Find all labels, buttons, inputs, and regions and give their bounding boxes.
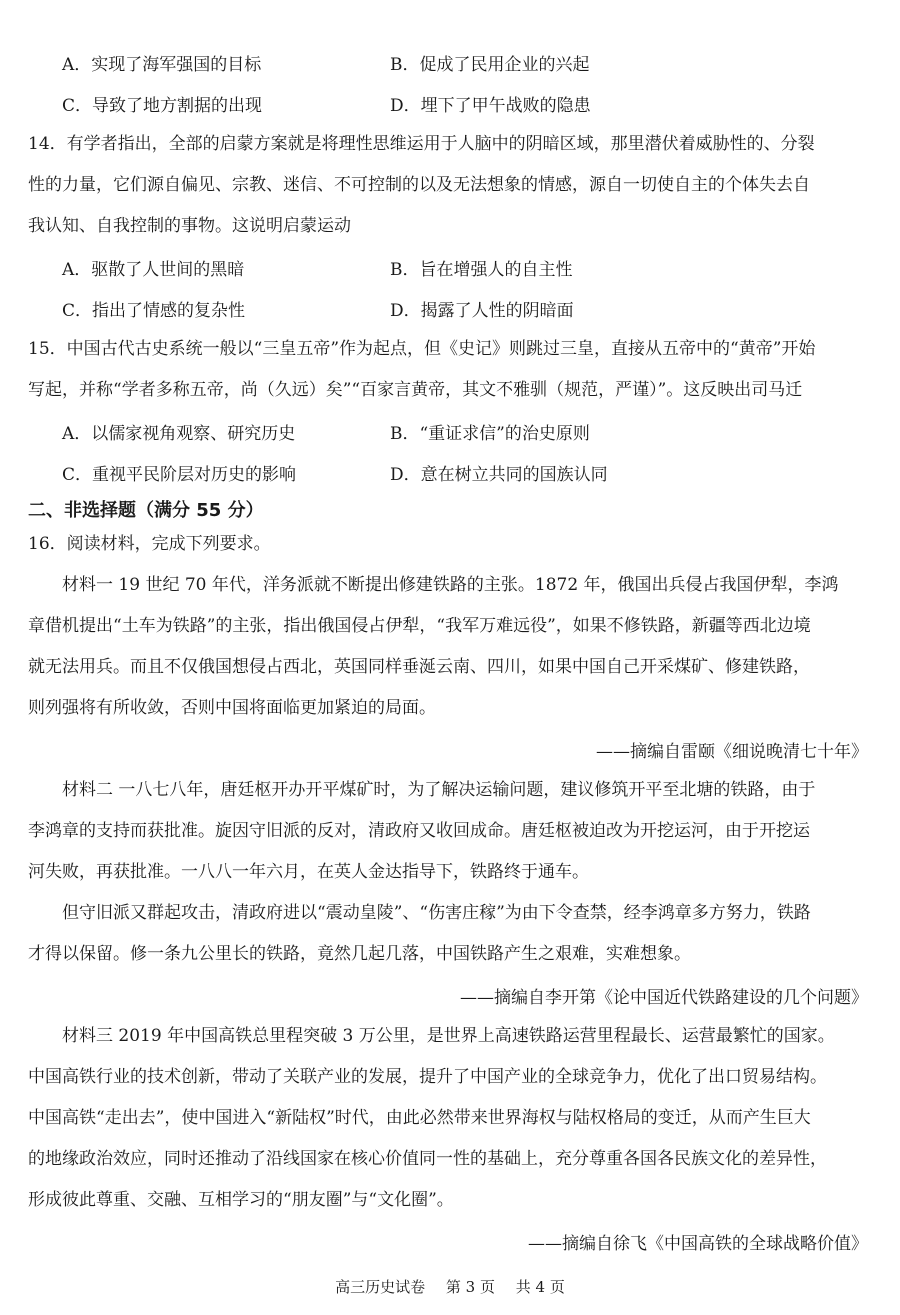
material-2-line-2: 李鸿章的支持而获批准。旋因守旧派的反对，清政府又收回成命。唐廷枢被迫改为开挖运河，由于开挖运 [28,821,810,841]
q15-options-row-1 [62,419,862,445]
q13-option-b: B．促成了民用企业的兴起 [390,55,590,75]
q14-option-c: C．指出了情感的复杂性 [62,301,246,321]
q14-stem-line-1: 14．有学者指出，全部的启蒙方案就是将理性思维运用于人脑中的阴暗区域，那里潜伏着威胁性的、分裂 [28,134,815,154]
section-2-heading: 二、非选择题（满分 55 分） [28,500,264,521]
material-3-line-1: 材料三 2019 年中国高铁总里程突破 3 万公里，是世界上高速铁路运营里程最长、运营最繁忙的国家。 [62,1026,835,1046]
material-3-source: ——摘编自徐飞《中国高铁的全球战略价值》 [528,1234,868,1254]
q16-intro: 16．阅读材料，完成下列要求。 [28,534,271,554]
material-1-line-4: 则列强将有所收敛，否则中国将面临更加紧迫的局面。 [28,698,436,718]
material-3-line-5: 形成彼此尊重、交融、互相学习的“朋友圈”与“文化圈”。 [28,1190,454,1210]
material-2-line-3: 河失败，再获批准。一八八一年六月，在英人金达指导下，铁路终于通车。 [28,862,589,882]
material-1-source: ——摘编自雷颐《细说晚清七十年》 [596,742,868,762]
page-footer [0,1276,900,1297]
material-3-line-3: 中国高铁“走出去”，使中国进入“新陆权”时代，由此必然带来世界海权与陆权格局的变迁，从而产生巨大 [28,1108,811,1128]
q13-option-c: C．导致了地方割据的出现 [62,96,263,116]
q14-option-a: A．驱散了人世间的黑暗 [62,260,245,280]
q13-option-d: D．埋下了甲午战败的隐患 [390,96,591,116]
footer-page-number: 第 3 页 [445,1278,495,1296]
q14-stem-line-3: 我认知、自我控制的事物。这说明启蒙运动 [28,216,351,236]
q15-option-a: A．以儒家视角观察、研究历史 [62,424,296,444]
material-3-line-4: 的地缘政治效应，同时还推动了沿线国家在核心价值同一性的基础上，充分尊重各国各民族文化的差异性， [28,1149,827,1169]
q15-option-b: B．“重证求信”的治史原则 [390,424,590,444]
material-2-line-4: 但守旧派又群起攻击，清政府进以“震动皇陵”、“伤害庄稼”为由下令查禁，经李鸿章多方努力，铁路 [62,903,811,923]
material-3-line-2: 中国高铁行业的技术创新，带动了关联产业的发展，提升了中国产业的全球竞争力，优化了出口贸易结构。 [28,1067,827,1087]
q15-stem-line-1: 15．中国古代古史系统一般以“三皇五帝”作为起点，但《史记》则跳过三皇，直接从五帝中的“黄帝”开始 [28,339,816,359]
material-2-source: ——摘编自李开第《论中国近代铁路建设的几个问题》 [460,988,868,1008]
q14-option-d: D．揭露了人性的阴暗面 [390,301,574,321]
q15-stem-line-2: 写起，并称“学者多称五帝，尚（久远）矣”“百家言黄帝，其文不雅驯（规范，严谨）”。这反映出司马迁 [28,380,803,400]
material-1-line-3: 就无法用兵。而且不仅俄国想侵占西北，英国同样垂涎云南、四川，如果中国自己开采煤矿、修建铁路， [28,657,810,677]
footer-total-pages: 共 4 页 [515,1278,565,1296]
q14-option-b: B．旨在增强人的自主性 [390,260,573,280]
material-2-line-1: 材料二 一八七八年，唐廷枢开办开平煤矿时，为了解决运输问题，建议修筑开平至北塘的铁路，由于 [62,780,816,800]
q15-options-row-2 [62,460,862,486]
q14-options-row-2 [62,296,862,322]
material-2-line-5: 才得以保留。修一条九公里长的铁路，竟然几起几落，中国铁路产生之艰难，实难想象。 [28,944,691,964]
q15-option-d: D．意在树立共同的国族认同 [390,465,608,485]
q15-option-c: C．重视平民阶层对历史的影响 [62,465,297,485]
q14-stem-line-2: 性的力量，它们源自偏见、宗教、迷信、不可控制的以及无法想象的情感，源自一切使自主的个体失去自 [28,175,810,195]
material-1-line-2: 章借机提出“土车为铁路”的主张，指出俄国侵占伊犁，“我军万难远役”，如果不修铁路，新疆等西北边境 [28,616,811,636]
q13-options-row-2 [62,91,862,117]
q13-option-a: A．实现了海军强国的目标 [62,55,262,75]
material-1-line-1: 材料一 19 世纪 70 年代，洋务派就不断提出修建铁路的主张。1872 年，俄国出兵侵占我国伊犁，李鸿 [62,575,839,595]
footer-exam-title: 高三历史试卷 [335,1278,426,1296]
q14-options-row-1 [62,255,862,281]
q13-options-row-1 [62,50,862,76]
